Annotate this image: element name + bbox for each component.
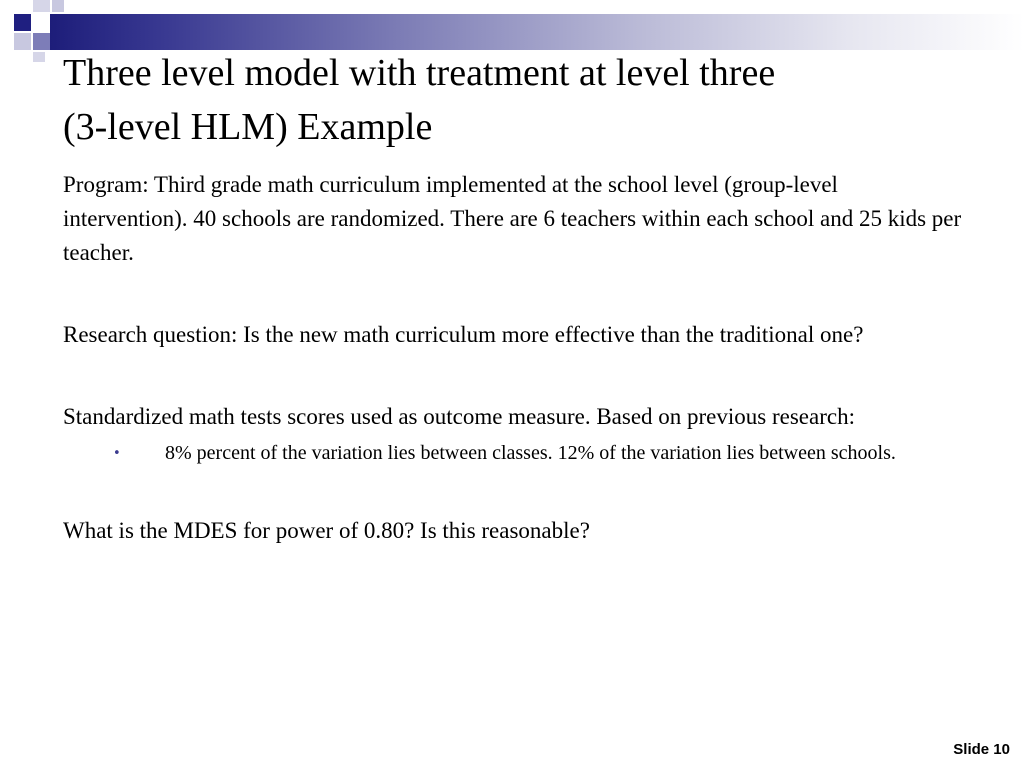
title-gradient-bar (50, 14, 1024, 50)
outcome-paragraph: Standardized math tests scores used as outcome measure. Based on previous research: (63, 404, 855, 429)
list-item (63, 438, 963, 469)
slide-number: Slide 10 (953, 741, 1010, 758)
sub-bullet-list (63, 438, 963, 469)
final-question-paragraph: What is the MDES for power of 0.80? Is this reasonable? (63, 518, 590, 543)
slide-title (63, 46, 993, 154)
sub-bullet-text: 8% percent of the variation lies between classes. 12% of the variation lies between schools. (165, 442, 896, 464)
square-mid-1 (33, 33, 50, 50)
title-line-1: Three level model with treatment at level three (63, 52, 776, 94)
square-light-2 (33, 0, 50, 12)
research-question-paragraph: Research question: Is the new math curriculum more effective than the traditional one? (63, 322, 864, 347)
square-dark-1 (14, 14, 31, 31)
bullet-icon: • (113, 446, 121, 461)
program-paragraph: Program: Third grade math curriculum implemented at the school level (group-level intervention). 40 schools are randomized. There are 6 teachers within each school and 25 kids per teacher. (63, 172, 962, 265)
square-light-4 (33, 52, 45, 62)
slide-body (63, 168, 963, 596)
title-line-2: (3-level HLM) Example (63, 106, 433, 148)
square-light-1 (14, 33, 31, 50)
square-light-3 (52, 0, 64, 12)
